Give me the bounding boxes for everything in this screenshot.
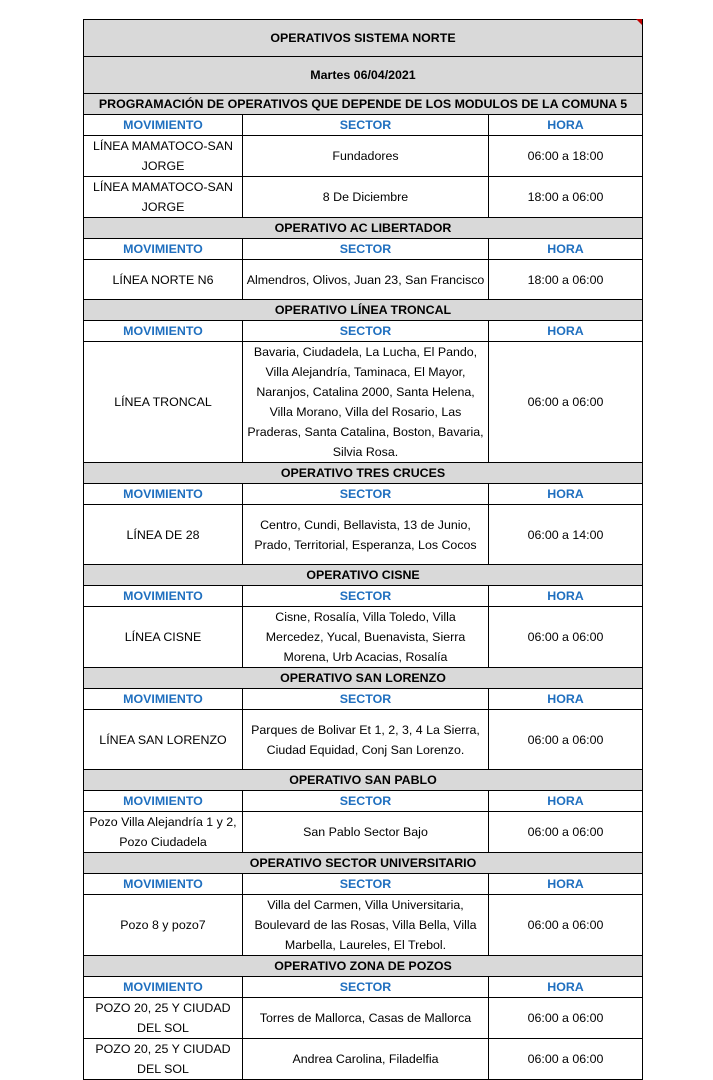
column-header-movimiento: MOVIMIENTO: [84, 689, 243, 710]
cell-movimiento: Pozo Villa Alejandría 1 y 2, Pozo Ciudadela: [84, 812, 243, 853]
column-header-sector: SECTOR: [243, 874, 489, 895]
section-title: OPERATIVO TRES CRUCES: [84, 463, 643, 484]
cell-movimiento: POZO 20, 25 Y CIUDAD DEL SOL: [84, 1039, 243, 1080]
table-row: [84, 342, 643, 463]
table-row: [84, 136, 643, 177]
column-header-row: [84, 689, 643, 710]
table-row: [84, 998, 643, 1039]
column-header-hora: HORA: [489, 586, 643, 607]
column-header-row: [84, 874, 643, 895]
cell-sector: Centro, Cundi, Bellavista, 13 de Junio, Prado, Territorial, Esperanza, Los Cocos: [243, 505, 489, 565]
cell-sector: Almendros, Olivos, Juan 23, San Francisco: [243, 260, 489, 300]
section-title: PROGRAMACIÓN DE OPERATIVOS QUE DEPENDE DE LOS MODULOS DE LA COMUNA 5: [84, 94, 643, 115]
section-header-row: [84, 218, 643, 239]
cell-sector: San Pablo Sector Bajo: [243, 812, 489, 853]
cell-movimiento: POZO 20, 25 Y CIUDAD DEL SOL: [84, 998, 243, 1039]
section-title: OPERATIVO SAN PABLO: [84, 770, 643, 791]
column-header-movimiento: MOVIMIENTO: [84, 977, 243, 998]
section-header-row: [84, 956, 643, 977]
cell-movimiento: LÍNEA NORTE N6: [84, 260, 243, 300]
column-header-hora: HORA: [489, 791, 643, 812]
table-row: [84, 260, 643, 300]
column-header-row: [84, 977, 643, 998]
cell-sector: Fundadores: [243, 136, 489, 177]
table-row: [84, 505, 643, 565]
column-header-hora: HORA: [489, 115, 643, 136]
cell-hora: 06:00 a 06:00: [489, 895, 643, 956]
table-body: [84, 20, 643, 1080]
cell-movimiento: LÍNEA MAMATOCO-SAN JORGE: [84, 177, 243, 218]
column-header-row: [84, 239, 643, 260]
section-title: OPERATIVO CISNE: [84, 565, 643, 586]
date-row: [84, 57, 643, 94]
section-header-row: [84, 770, 643, 791]
sheet-date: Martes 06/04/2021: [84, 57, 643, 94]
comment-indicator-icon: [636, 19, 642, 25]
title-row: [84, 20, 643, 57]
table-row: [84, 895, 643, 956]
column-header-sector: SECTOR: [243, 791, 489, 812]
cell-hora: 06:00 a 06:00: [489, 342, 643, 463]
section-header-row: [84, 853, 643, 874]
section-title: OPERATIVO ZONA DE POZOS: [84, 956, 643, 977]
column-header-hora: HORA: [489, 689, 643, 710]
table-row: [84, 812, 643, 853]
section-title: OPERATIVO SECTOR UNIVERSITARIO: [84, 853, 643, 874]
section-header-row: [84, 463, 643, 484]
column-header-hora: HORA: [489, 239, 643, 260]
cell-hora: 06:00 a 06:00: [489, 998, 643, 1039]
column-header-movimiento: MOVIMIENTO: [84, 791, 243, 812]
column-header-hora: HORA: [489, 874, 643, 895]
cell-hora: 18:00 a 06:00: [489, 260, 643, 300]
column-header-hora: HORA: [489, 977, 643, 998]
cell-sector: Parques de Bolivar Et 1, 2, 3, 4 La Sierra, Ciudad Equidad, Conj San Lorenzo.: [243, 710, 489, 770]
column-header-movimiento: MOVIMIENTO: [84, 484, 243, 505]
column-header-movimiento: MOVIMIENTO: [84, 874, 243, 895]
cell-movimiento: Pozo 8 y pozo7: [84, 895, 243, 956]
section-header-row: [84, 300, 643, 321]
column-header-sector: SECTOR: [243, 586, 489, 607]
cell-hora: 06:00 a 14:00: [489, 505, 643, 565]
section-title: OPERATIVO SAN LORENZO: [84, 668, 643, 689]
column-header-hora: HORA: [489, 321, 643, 342]
cell-movimiento: LÍNEA SAN LORENZO: [84, 710, 243, 770]
column-header-movimiento: MOVIMIENTO: [84, 321, 243, 342]
column-header-sector: SECTOR: [243, 689, 489, 710]
cell-hora: 06:00 a 18:00: [489, 136, 643, 177]
cell-hora: 06:00 a 06:00: [489, 1039, 643, 1080]
cell-movimiento: LÍNEA TRONCAL: [84, 342, 243, 463]
column-header-hora: HORA: [489, 484, 643, 505]
column-header-row: [84, 484, 643, 505]
cell-hora: 18:00 a 06:00: [489, 177, 643, 218]
section-header-row: [84, 94, 643, 115]
cell-hora: 06:00 a 06:00: [489, 607, 643, 668]
column-header-row: [84, 321, 643, 342]
table-row: [84, 177, 643, 218]
cell-sector: 8 De Diciembre: [243, 177, 489, 218]
column-header-row: [84, 115, 643, 136]
column-header-movimiento: MOVIMIENTO: [84, 586, 243, 607]
column-header-movimiento: MOVIMIENTO: [84, 239, 243, 260]
cell-sector: Torres de Mallorca, Casas de Mallorca: [243, 998, 489, 1039]
cell-movimiento: LÍNEA DE 28: [84, 505, 243, 565]
cell-sector: Cisne, Rosalía, Villa Toledo, Villa Mercedez, Yucal, Buenavista, Sierra Morena, Urb Acacias, Rosalía: [243, 607, 489, 668]
cell-movimiento: LÍNEA MAMATOCO-SAN JORGE: [84, 136, 243, 177]
cell-sector: Bavaria, Ciudadela, La Lucha, El Pando, Villa Alejandría, Taminaca, El Mayor, Naranjos, Catalina 2000, Santa Helena, Villa Morano, Villa del Rosario, Las Praderas, Santa Catalina, Boston, Bavaria, Silvia Rosa.: [243, 342, 489, 463]
table-row: [84, 710, 643, 770]
column-header-sector: SECTOR: [243, 239, 489, 260]
table-row: [84, 607, 643, 668]
operativos-sheet: [83, 19, 642, 1080]
column-header-movimiento: MOVIMIENTO: [84, 115, 243, 136]
cell-hora: 06:00 a 06:00: [489, 710, 643, 770]
cell-hora: 06:00 a 06:00: [489, 812, 643, 853]
operativos-table: [83, 19, 643, 1080]
cell-sector: Villa del Carmen, Villa Universitaria, Boulevard de las Rosas, Villa Bella, Villa Marbella, Laureles, El Trebol.: [243, 895, 489, 956]
cell-movimiento: LÍNEA CISNE: [84, 607, 243, 668]
column-header-row: [84, 791, 643, 812]
section-header-row: [84, 565, 643, 586]
section-header-row: [84, 668, 643, 689]
section-title: OPERATIVO AC LIBERTADOR: [84, 218, 643, 239]
column-header-sector: SECTOR: [243, 115, 489, 136]
column-header-row: [84, 586, 643, 607]
section-title: OPERATIVO LÍNEA TRONCAL: [84, 300, 643, 321]
column-header-sector: SECTOR: [243, 321, 489, 342]
cell-sector: Andrea Carolina, Filadelfia: [243, 1039, 489, 1080]
column-header-sector: SECTOR: [243, 977, 489, 998]
column-header-sector: SECTOR: [243, 484, 489, 505]
table-row: [84, 1039, 643, 1080]
sheet-title: OPERATIVOS SISTEMA NORTE: [84, 20, 643, 57]
